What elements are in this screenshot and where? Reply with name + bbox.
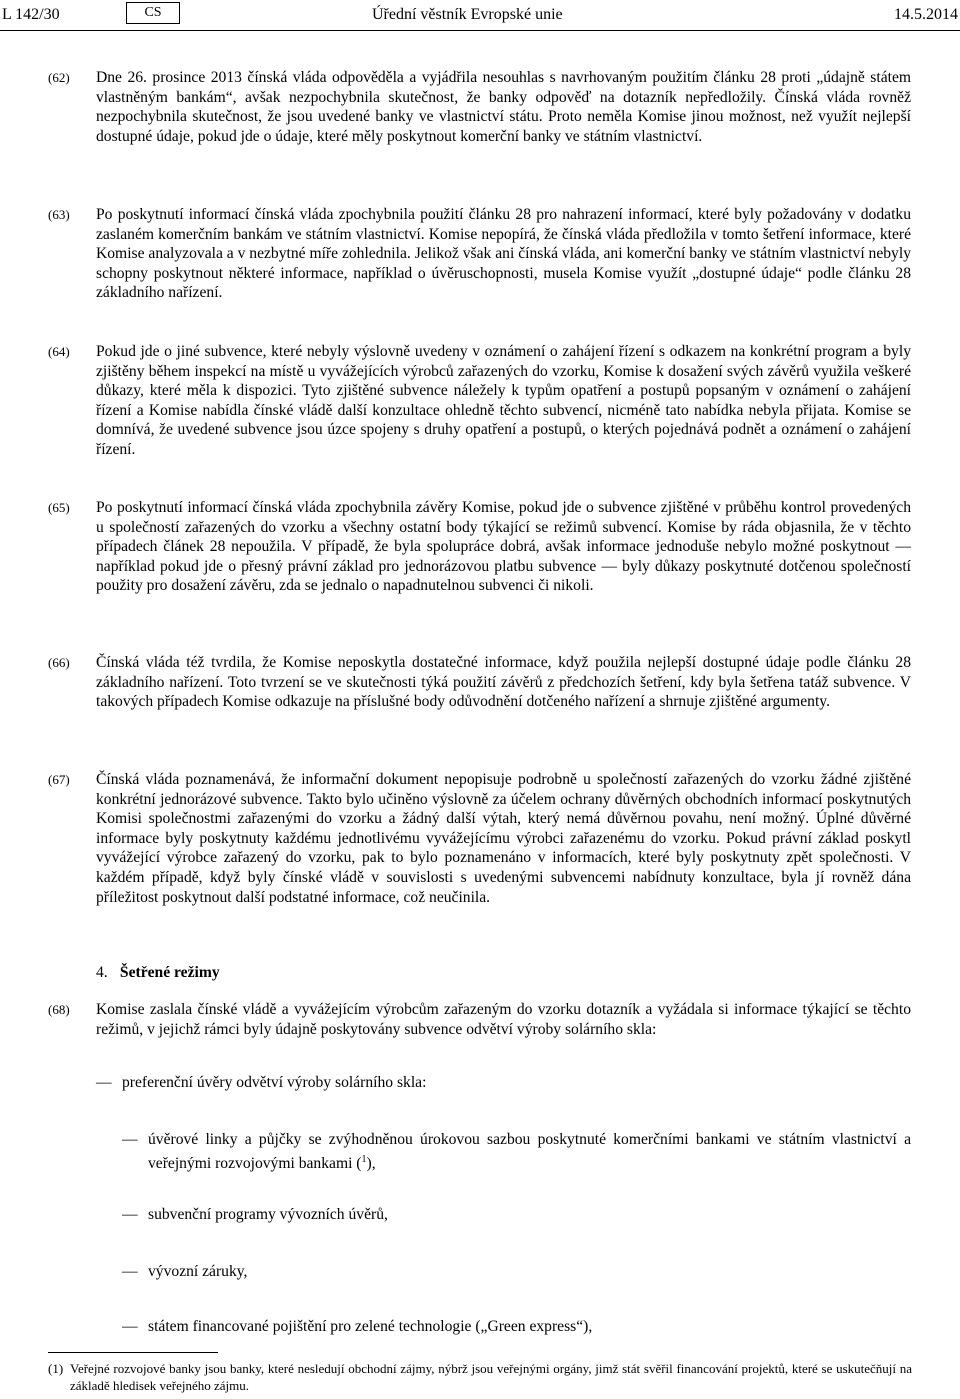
paragraph-number: (67) [48, 772, 70, 787]
section-heading [96, 964, 220, 982]
sub-list-item-body: úvěrové linky a půjčky se zvýhodněnou úrokovou sazbou poskytnuté komerčními bankami ve státním vlastnictví a veřejnými rozvojovými bankami ( [148, 1131, 911, 1172]
paragraph-text: Čínská vláda též tvrdila, že Komise neposkytla dostatečné informace, když použila nejlepší dostupné údaje podle článku 28 základního nařízení. Toto tvrzení se ve skutečnosti týká použití závěrů z předchozích šetření, kdy byla šetřena tatáž subvence. V takových případech Komise odkazuje na příslušné body odůvodnění dotčeného nařízení a shrnuje zjištěné argumenty. [96, 654, 911, 711]
footnote-ref[interactable]: 1 [361, 1153, 367, 1165]
paragraph-text: Dne 26. prosince 2013 čínská vláda odpověděla a vyjádřila nesouhlas s navrhovaným použitím článku 28 proti „údajně státem vlastněným bankám“, avšak nezpochybnila skutečnost, že banky odpověď na dotazník nepředložily. Čínská vláda rovněž nezpochybnila skutečnost, že jsou uvedené banky ve vlastnictví státu. Proto neměla Komise jinou možnost, než využít nejlepší dostupné údaje, pokud jde o údaje, které měly poskytnout komerční banky ve státním vlastnictví. [96, 69, 911, 145]
footnote-mark: (1) [48, 1361, 64, 1376]
paragraph-number: (65) [48, 500, 70, 515]
dash-bullet: — [122, 1206, 138, 1223]
sub-list-item-text: vývozní záruky, [148, 1263, 248, 1280]
paragraph-number: (62) [48, 70, 70, 85]
paragraph-number: (68) [48, 1002, 70, 1017]
footnote [48, 1360, 912, 1394]
language-badge: CS [126, 2, 180, 24]
dash-bullet: — [122, 1263, 138, 1280]
sub-list-item-text [148, 1130, 911, 1173]
paragraph-text: Čínská vláda poznamenává, že informační dokument nepopisuje podrobně u společností zařazených do vzorku žádné zjištěné konkrétní jednorázové subvence. Takto bylo učiněno výslovně za účelem ochrany důvěrných obchodních informací poskytnutých Komisi společnostmi zařazenými do vzorku a žádný další výtah, který nemá důvěrnou povahu, není možný. Úplné důvěrné informace byly poskytnuty každému jednotlivému vyvážejícímu výrobci zařazenému do vzorku. Pokud právní základ poskytl vyvážející výrobce zařazený do vzorku, pak to bylo poznamenáno v informacích, které byly poskytnuty zpět společnosti. V každém případě, když byly čínské vládě v souvislosti s uvedenými subvencemi nabídnuty konzultace, byla jí rovněž dána příležitost poskytnout další podstatné informace, což neučinila. [96, 771, 911, 906]
footnote-separator [48, 1352, 218, 1353]
page-number: L 142/30 [2, 6, 60, 23]
sub-list-item-text: subvenční programy vývozních úvěrů, [148, 1206, 388, 1223]
paragraph-text: Pokud jde o jiné subvence, které nebyly výslovně uvedeny v oznámení o zahájení řízení s odkazem na konkrétní program a byly zjištěny během inspekcí na místě u vyvážejících výrobců zařazených do vzorku, Komise k dosažení svých závěrů využila veškeré důkazy, které měla k dispozici. Tyto zjištěné subvence náležely k typům opatření a postupů popsaným v oznámení o zahájení řízení a Komise nabídla čínské vládě další konzultace ohledně těchto subvencí, nicméně tato nabídka nebyla přijata. Komise se domnívá, že uvedené subvence jsou úzce spojeny s druhy opatření a postupů, o kterých pojednává podnět a oznámení o zahájení řízení. [96, 343, 911, 458]
paragraph-text: Komise zaslala čínské vládě a vyvážejícím výrobcům zařazeným do vzorku dotazník a vyžádala si informace týkající se těchto režimů, v jejichž rámci byly údajně poskytovány subvence odvětví výroby solárního skla: [96, 1001, 911, 1038]
dash-bullet: — [96, 1074, 112, 1091]
paragraph-text: Po poskytnutí informací čínská vláda zpochybnila použití článku 28 pro nahrazení informací, které byly požadovány v dodatku zaslaném komerčním bankám ve státním vlastnictví. Komise nepopírá, že čínská vláda předložila v tomto šetření informace, které Komise analyzovala a v nezbytné míře zohlednila. Jelikož však ani čínská vláda, ani komerční banky ve státním vlastnictví nebyly schopny poskytnout některé informace, například o úvěruschopnosti, musela Komise využít „dostupné údaje“ podle článku 28 základního nařízení. [96, 206, 911, 302]
section-title: Šetřené režimy [119, 964, 220, 981]
page-header [0, 2, 960, 26]
journal-title: Úřední věstník Evropské unie [372, 6, 563, 23]
paragraph-number: (63) [48, 207, 70, 222]
dash-bullet: — [122, 1318, 138, 1335]
sub-list-item-text: státem financované pojištění pro zelené technologie („Green express“), [148, 1318, 593, 1335]
publication-date: 14.5.2014 [894, 6, 958, 23]
footnote-text: Veřejné rozvojové banky jsou banky, které nesledují obchodní zájmy, nýbrž jsou veřejnými orgány, jimž stát svěřil financování projektů, které se uskutečňují na základě hledisek veřejného zájmu. [70, 1361, 912, 1393]
dash-bullet: — [122, 1131, 138, 1148]
paragraph-number: (64) [48, 344, 70, 359]
paragraph-text: Po poskytnutí informací čínská vláda zpochybnila závěry Komise, pokud jde o subvence zjištěné v průběhu kontrol provedených u společností zařazených do vzorku a všechny ostatní body týkající se režimů subvencí. Komise by ráda objasnila, že v těchto případech článek 28 nepoužila. V případě, že byla spolupráce dobrá, avšak informace jednoduše nebylo možné poskytnout — například pokud jde o přesný právní základ pro jednorázovou platbu subvence — byly důkazy poskytnuté dotčenou společností použity pro dosažení závěru, zda se jednalo o napadnutelnou subvenci či nikoli. [96, 499, 911, 595]
paragraph-number: (66) [48, 655, 70, 670]
section-number: 4. [96, 964, 108, 981]
list-item-text: preferenční úvěry odvětví výroby solárního skla: [122, 1074, 427, 1091]
sub-list-item-tail: ), [366, 1154, 376, 1172]
header-rule [0, 30, 960, 31]
